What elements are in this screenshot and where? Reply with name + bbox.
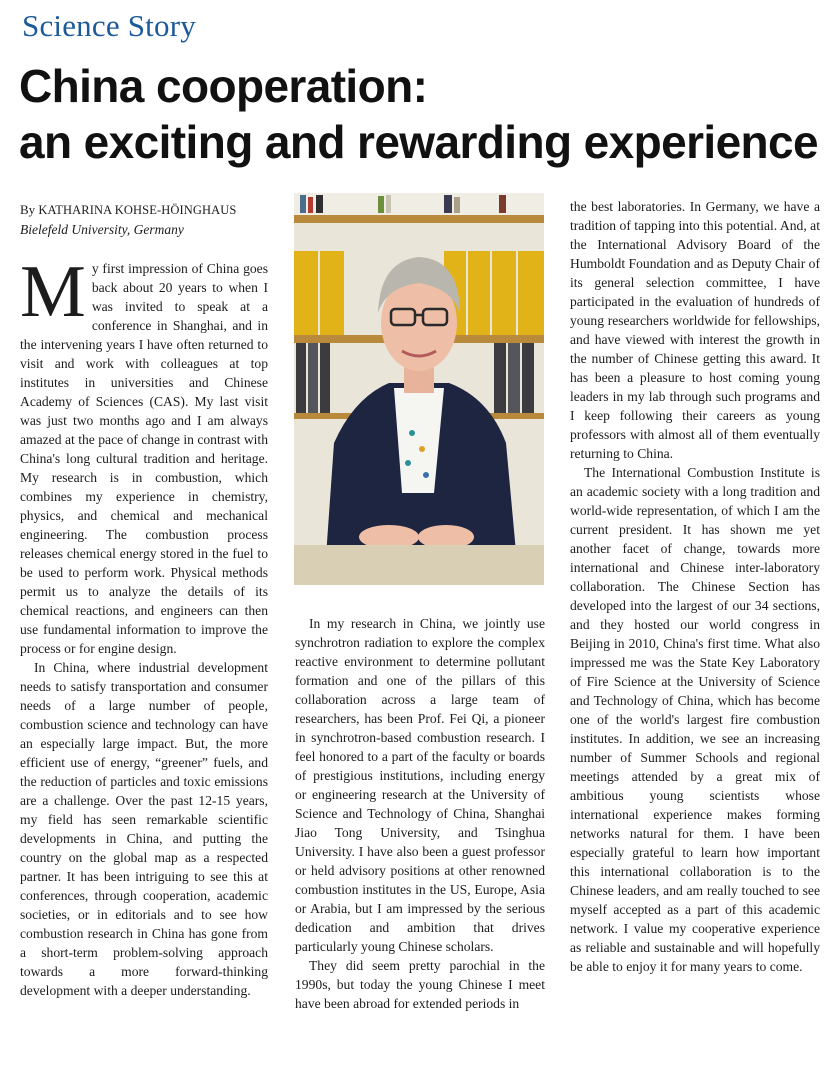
portrait-illustration — [294, 193, 544, 585]
paragraph-4: They did seem pretty parochial in the 1990s, but today the young Chinese I meet have been abroad for extended periods in — [295, 958, 545, 1011]
paragraph-6: The International Combustion Institute is an academic society with a long tradition and world-wide representation, of which I am the current president. It has shown me yet another facet of change, towards more international and Chinese inter-laboratory collaboration. The Chinese Section has developed into the largest of our 34 sections, and they hosted our world congress in Beijing in 2010, China's first time. What also impressed me was the State Key Laboratory of Fire Science at the University of Science and Technology of China, which has become one of the world's largest fire combustion institutes. In addition, we see an increasing number of Summer Schools and regional meetings attended by a great mix of ambitious young scientists whose international experience makes forming networks natural for them. I have been especially grateful to learn how important this international collaboration is to the Chinese leaders, and am really touched to see myself accepted as a part of this academic network. I value my cooperative experience as reliable and sustainable and will hopefully be able to enjoy it for many years to come. — [570, 465, 820, 974]
section-kicker: Science Story — [22, 8, 196, 43]
headline-line-2: an exciting and rewarding experience — [19, 116, 819, 168]
paragraph-2: In China, where industrial development needs to satisfy transportation and consumer needs of a large number of people, combustion science and technology can have an especially large impact. But, the more efficient use of energy, “greener” fuels, and the reduction of particles and toxic emissions are a challenge. Over the past 12-15 years, my field has seen remarkable scientific developments in China, and putting the country on the global map as a respected partner. It has been intriguing to see this at conferences, through cooperation, academic societies, or in editorials and to see how combustion research in China has gone from a short-term problem-solving approach towards a more forward-thinking development with a deeper understanding. — [20, 660, 268, 998]
headline-line-1: China cooperation: — [19, 60, 428, 112]
paragraph-1-text: y first impression of China goes back about 20 years to when I was invited to speak at a conference in Shanghai, and in the intervening years I have often returned to visit and work with colleagues at top institutes in universities and Chinese Academy of Sciences (CAS). My last visit was just two months ago and I am always amazed at the pace of change in contrast with China's long cultural tradition and heritage. My research is in combustion, which combines my experience in chemistry, physics, and chemical and mechanical engineering. The combustion process releases chemical energy stored in the fuel to be used to perform work. Physical methods permit us to analyze the details of its chemical reactions, and engineers can then use fundamental information to improve the process or for engine design. — [20, 261, 268, 656]
author-affiliation: Bielefeld University, Germany — [20, 222, 184, 237]
article-column-3 — [570, 197, 820, 976]
author-portrait-photo — [294, 193, 544, 585]
article-column-1 — [20, 251, 268, 1000]
paragraph-3: In my research in China, we jointly use synchrotron radiation to explore the complex reactive environment to determine pollutant formation and one of the pillars of this collaboration across a large team of researchers, has been Prof. Fei Qi, a pioneer in synchrotron-based combustion research. I feel honored to a part of the faculty or boards of prestigious institutions, including energy or engineering research at the University of Science and Technology of China, Shanghai Jiao Tong University, and Tsinghua University. I have also been a guest professor or held advisory positions at other renowned combustion institutes in the US, Europe, Asia or Arabia, but I am impressed by the serious dedication and ambition that drives particularly young Chinese scholars. — [295, 616, 545, 954]
byline — [20, 200, 282, 240]
article-column-2 — [295, 614, 545, 1013]
article-headline — [19, 58, 829, 170]
paragraph-5: the best laboratories. In Germany, we have a tradition of tapping into this potential. And, at the International Advisory Board of the Humboldt Foundation and as Deputy Chair of its general selection committee, I have participated in the evaluation of hundreds of young researchers worldwide for fellowships, and have viewed with interest the growth in the number of Chinese getting this award. It has been a pleasure to host coming young leaders in my lab through such programs and I keep following their careers as young professors with almost all of them eventually returning to China. — [570, 199, 820, 461]
author-name: KATHARINA KOHSE-HÖINGHAUS — [38, 203, 237, 217]
paragraph-1 — [20, 251, 268, 658]
drop-cap: M — [20, 251, 86, 333]
byline-prefix: By — [20, 202, 36, 217]
